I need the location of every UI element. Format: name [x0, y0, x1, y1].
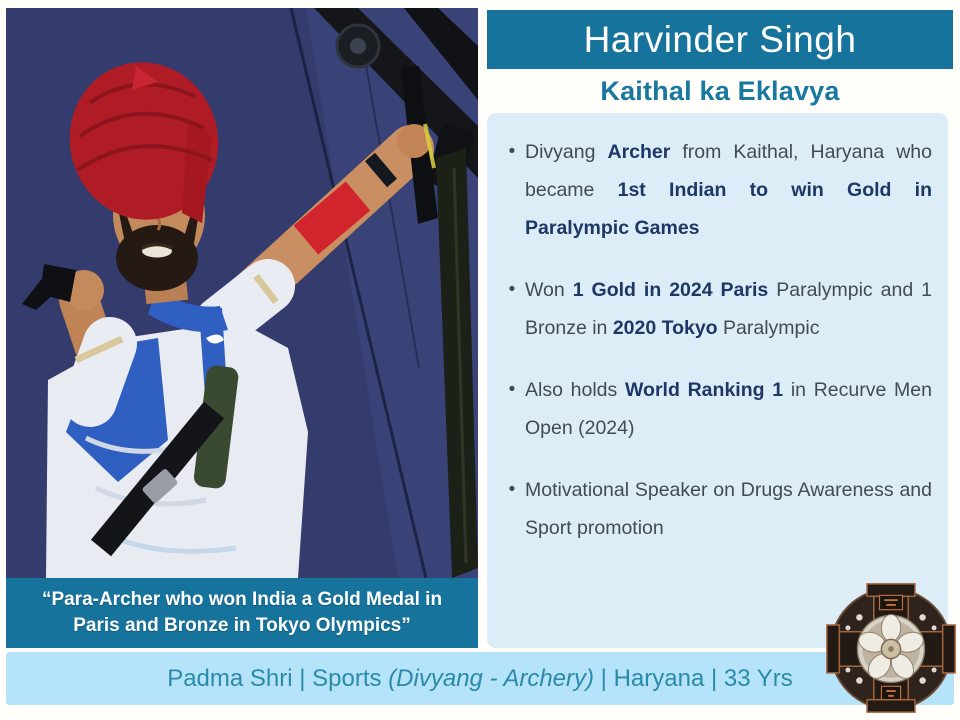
- fact-bullet: [499, 371, 932, 447]
- footer-text: Padma Shri | Sports (Divyang - Archery) | Haryana | 33 Yrs: [167, 664, 793, 692]
- bullet-text: Won 1 Gold in 2024 Paris Paralympic and 1 Bronze in 2020 Tokyo Paralympic: [525, 279, 932, 339]
- bullet-marker: •: [508, 479, 516, 500]
- bullet-marker: •: [508, 141, 516, 162]
- athlete-photo-illustration: [6, 8, 478, 578]
- footer-band: [6, 652, 954, 705]
- bullet-marker: •: [508, 379, 516, 400]
- fact-bullet: [499, 133, 932, 247]
- page-title: Harvinder Singh: [583, 18, 857, 60]
- padma-shri-medal-icon: [824, 578, 958, 718]
- bullet-text: Also holds World Ranking 1 in Recurve Men Open (2024): [525, 379, 932, 439]
- title-banner: [487, 10, 953, 69]
- fact-bullet: [499, 271, 932, 347]
- bullet-text: Motivational Speaker on Drugs Awareness and Sport promotion: [525, 479, 932, 539]
- facts-panel: [487, 113, 948, 648]
- photo-caption-banner: [6, 578, 478, 648]
- fact-bullet: [499, 471, 932, 547]
- bullet-marker: •: [508, 279, 516, 300]
- subtitle-row: [487, 71, 953, 111]
- athlete-photo: [6, 8, 478, 578]
- page-subtitle: Kaithal ka Eklavya: [600, 75, 840, 106]
- photo-caption-text: “Para-Archer who won India a Gold Medal in Paris and Bronze in Tokyo Olympics”: [41, 589, 443, 636]
- bullet-text: Divyang Archer from Kaithal, Haryana who became 1st Indian to win Gold in Paralympic Games: [525, 141, 932, 239]
